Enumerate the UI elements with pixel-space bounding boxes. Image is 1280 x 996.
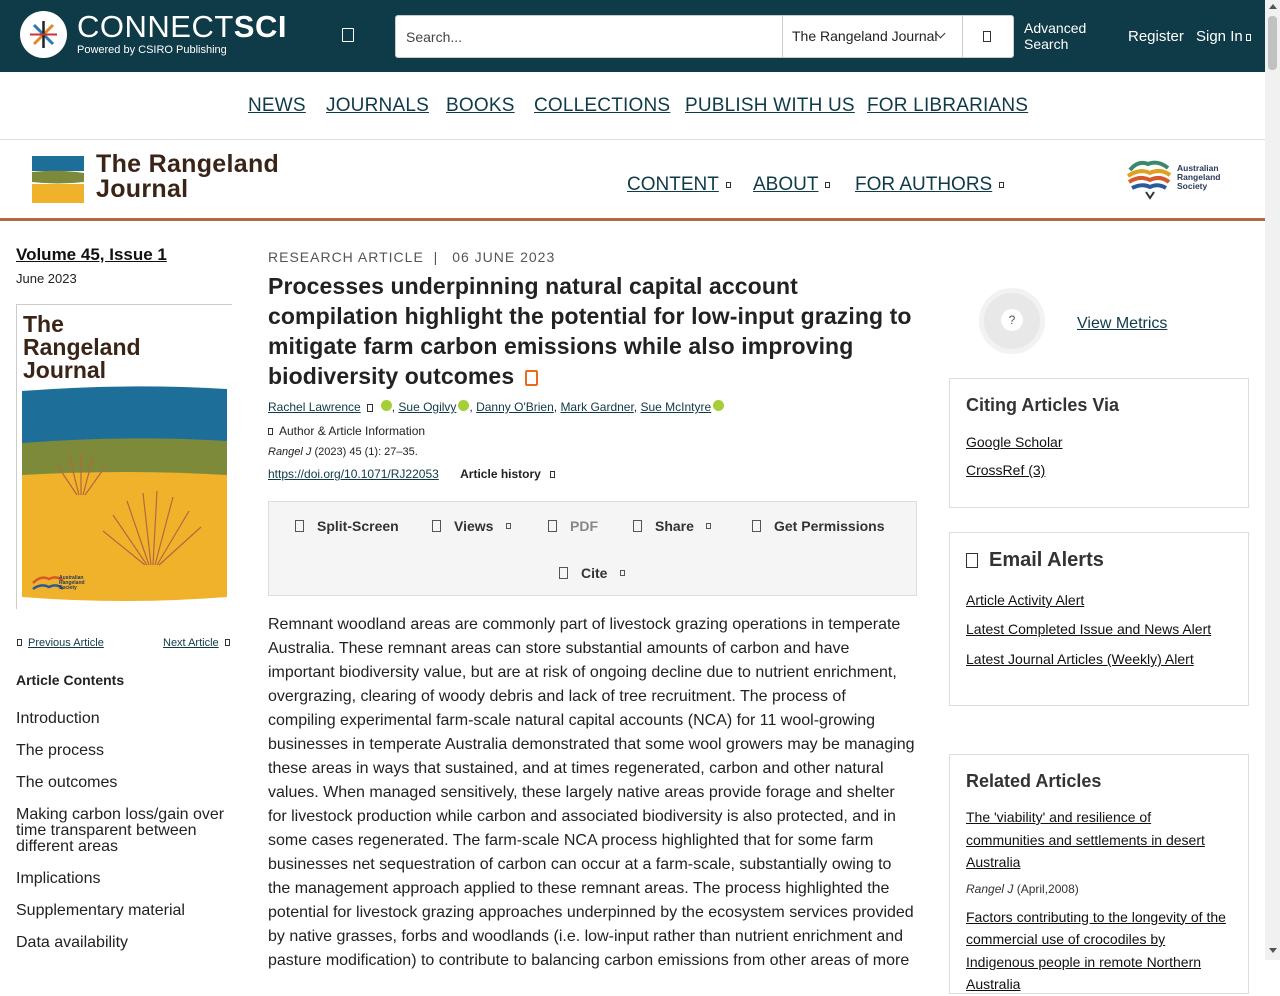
journal-nav-for-authors[interactable] (855, 174, 1004, 196)
contents-item-process[interactable]: The process (16, 742, 105, 759)
chevron-down-icon (620, 570, 625, 576)
society-logo[interactable] (1126, 158, 1236, 200)
next-article-link[interactable]: Next Article (163, 637, 219, 649)
altmetric-donut-icon (979, 288, 1045, 354)
cover-title (23, 313, 141, 382)
views-button[interactable] (454, 518, 493, 534)
eye-icon (432, 520, 441, 532)
article-history-label: Article history (460, 467, 541, 481)
journal-logo-icon[interactable] (32, 156, 84, 203)
related-article-journal: Rangel J (966, 881, 1014, 896)
author-link[interactable]: Mark Gardner (560, 400, 634, 414)
issue-date: June 2023 (16, 271, 77, 286)
share-label: Share (655, 518, 694, 534)
search-input[interactable] (396, 16, 782, 57)
author-info-toggle[interactable] (268, 424, 918, 438)
contents-item-supplementary[interactable]: Supplementary material (16, 902, 185, 919)
author-link[interactable]: Rachel Lawrence (268, 400, 361, 414)
journal-nav-content-label: CONTENT (627, 174, 719, 195)
pdf-icon (548, 520, 557, 532)
latest-issue-alert-link[interactable]: Latest Completed Issue and News Alert (966, 621, 1212, 637)
cover-title-line3: Journal (23, 357, 107, 383)
get-permissions-button[interactable] (774, 518, 885, 534)
permissions-icon (752, 520, 761, 532)
article-meta (268, 249, 918, 265)
connectsci-logo[interactable] (20, 11, 287, 58)
cover-society-line3: Society (59, 585, 77, 591)
search-scope-value: The Rangeland Journal (792, 28, 938, 44)
cover-title-line2: Rangeland (23, 334, 141, 360)
email-alerts-heading-label: Email Alerts (989, 549, 1104, 571)
contents-item-carbon[interactable]: Making carbon loss/gain over time transparent between different areas (16, 806, 225, 855)
view-metrics-link[interactable]: View Metrics (1077, 315, 1168, 332)
search-button[interactable] (962, 16, 1013, 57)
chevron-down-icon (726, 182, 731, 188)
author-link[interactable]: Danny O'Brien (476, 400, 554, 414)
related-article-source (966, 882, 1232, 896)
nav-news[interactable]: NEWS (248, 95, 306, 116)
journal-nav-about[interactable] (753, 174, 830, 196)
cover-title-line1: The (23, 311, 64, 337)
chevron-down-icon (999, 182, 1004, 188)
issue-cover[interactable] (16, 304, 232, 609)
crossref-link[interactable]: CrossRef (3) (966, 462, 1046, 478)
menu-icon[interactable] (342, 28, 354, 42)
sign-in-label: Sign In (1196, 28, 1243, 45)
article-history-toggle[interactable] (460, 467, 555, 481)
scroll-down-arrow-icon[interactable] (1269, 948, 1277, 953)
author-link[interactable]: Sue Ogilvy (398, 400, 457, 414)
society-name-line2: Rangeland (1177, 172, 1221, 182)
orcid-icon[interactable] (458, 400, 469, 411)
search-scope-select[interactable] (782, 16, 962, 57)
advanced-search-link[interactable]: Advanced Search (1024, 20, 1087, 52)
main-nav (0, 72, 1265, 140)
citing-articles-panel (949, 378, 1249, 508)
journal-title[interactable] (96, 152, 279, 202)
cite-button[interactable] (581, 565, 607, 581)
open-access-icon (525, 370, 538, 386)
email-icon[interactable] (367, 404, 373, 412)
nav-books[interactable]: BOOKS (446, 95, 515, 116)
contents-item-introduction[interactable]: Introduction (16, 710, 100, 727)
split-screen-label: Split-Screen (317, 518, 399, 534)
doi-row (268, 467, 918, 481)
expand-icon (268, 428, 273, 435)
chevron-down-icon (506, 523, 511, 529)
meta-separator: | (433, 249, 439, 265)
contents-item-data-availability[interactable]: Data availability (16, 934, 129, 951)
article-title-text: Processes underpinning natural capital account compilation highlight the potential for low-input grazing to mitigate farm carbon emissions while also improving biodiversity outcomes (268, 273, 912, 389)
chevron-right-icon (225, 639, 230, 646)
article-title (268, 271, 918, 391)
journal-title-line2: Journal (96, 175, 189, 203)
author-list: Rachel Lawrence , Sue Ogilvy , Danny O'Brien, Mark Gardner, Sue McIntyre (268, 400, 918, 414)
cover-society-line1: Australian (59, 575, 84, 581)
pdf-label: PDF (570, 518, 598, 534)
citation-line (268, 446, 918, 458)
previous-article-link[interactable]: Previous Article (28, 637, 104, 649)
get-permissions-label: Get Permissions (774, 518, 885, 534)
email-alerts-heading (966, 549, 1232, 572)
cover-society-label (59, 576, 85, 591)
quote-icon (559, 567, 568, 579)
journal-nav-content[interactable] (627, 174, 731, 196)
chevron-down-icon (706, 523, 711, 529)
citation-details: (2023) 45 (1): 27–35. (311, 446, 418, 458)
search-bar (395, 15, 1014, 58)
share-icon (633, 520, 642, 532)
journal-title-line1: The Rangeland (96, 150, 280, 178)
society-name-line1: Australian (1177, 163, 1219, 173)
logo-tagline: Powered by CSIRO Publishing (77, 44, 227, 56)
user-icon (1246, 34, 1251, 41)
views-label: Views (454, 518, 494, 534)
orcid-icon[interactable] (381, 400, 392, 411)
google-scholar-link[interactable]: Google Scholar (966, 434, 1063, 450)
article-activity-alert-link[interactable]: Article Activity Alert (966, 592, 1085, 608)
search-icon (983, 31, 991, 42)
related-articles-heading: Related Articles (966, 771, 1102, 791)
connectsci-logo-icon (20, 11, 67, 58)
society-name-line3: Society (1177, 181, 1208, 191)
article-contents (16, 711, 232, 967)
contents-item-implications[interactable]: Implications (16, 870, 101, 887)
article-main (268, 245, 918, 969)
logo-wordmark: CONNECTSCI (77, 9, 287, 44)
issue-sidebar (16, 245, 232, 951)
envelope-icon (966, 553, 978, 568)
scrollbar[interactable] (1265, 0, 1280, 960)
sign-in-link[interactable] (1196, 28, 1251, 45)
nav-publish-with-us[interactable]: PUBLISH WITH US (685, 95, 855, 116)
article-contents-heading: Article Contents (16, 672, 125, 688)
chevron-down-icon (825, 182, 830, 188)
site-header (0, 0, 1265, 72)
register-link[interactable]: Register (1128, 28, 1184, 45)
nav-for-librarians[interactable]: FOR LIBRARIANS (867, 95, 1029, 116)
issue-link[interactable]: Volume 45, Issue 1 (16, 245, 167, 264)
scroll-up-arrow-icon[interactable] (1269, 4, 1277, 9)
email-alerts-panel (949, 532, 1249, 706)
split-screen-icon (295, 520, 304, 532)
contents-item-outcomes[interactable]: The outcomes (16, 774, 118, 791)
split-screen-button[interactable] (317, 518, 399, 534)
nav-collections[interactable]: COLLECTIONS (534, 95, 671, 116)
related-article-link[interactable]: The 'viability' and resilience of communities and settlements in desert Australia (966, 809, 1205, 870)
author-info-label: Author & Article Information (279, 424, 426, 438)
weekly-articles-alert-link[interactable]: Latest Journal Articles (Weekly) Alert (966, 651, 1194, 667)
related-article-date: (April,2008) (1013, 881, 1079, 896)
nav-journals[interactable]: JOURNALS (326, 95, 429, 116)
cover-society-line2: Rangeland (59, 580, 85, 586)
society-logo-icon (1126, 158, 1172, 200)
share-button[interactable] (655, 518, 694, 534)
related-articles-panel (949, 754, 1249, 994)
journal-header (0, 140, 1265, 221)
chevron-left-icon (17, 639, 22, 646)
citing-articles-heading: Citing Articles Via (966, 395, 1120, 415)
article-toolbar (268, 501, 917, 596)
journal-nav-for-authors-label: FOR AUTHORS (855, 174, 993, 195)
orcid-icon[interactable] (713, 400, 724, 411)
journal-nav-about-label: ABOUT (753, 174, 819, 195)
pdf-button[interactable] (570, 518, 598, 534)
altmetric-score: ? (1001, 309, 1023, 331)
article-date: 06 JUNE 2023 (452, 249, 556, 265)
author-link[interactable]: Sue McIntyre (640, 400, 712, 414)
related-article-link[interactable]: Factors contributing to the longevity of the commercial use of crocodiles by Indigenous people in remote Northern Australia (966, 908, 1226, 992)
cite-label: Cite (581, 565, 608, 581)
scroll-thumb[interactable] (1268, 16, 1277, 70)
citation-journal: Rangel J (268, 446, 312, 458)
doi-link[interactable]: https://doi.org/10.1071/RJ22053 (268, 467, 439, 481)
article-type: RESEARCH ARTICLE (268, 249, 424, 265)
abstract-text: Remnant woodland areas are commonly part of livestock grazing operations in temperate Australia. These remnant areas can store substantial amounts of carbon and have important biodiversity value, but are at risk of ongoing decline due to nutrient enrichment, overgrazing, clearing of woody debris and lack of tree recruitment. The process of compiling experimental farm-scale natural capital accounts (NCA) for 11 wool-growing businesses in temperate Australia demonstrated that some wool growers may be managing these areas in ways that sustained, and at times regenerated, carbon and other natural values. When managed sensitively, these largely native areas provide forage and shelter for livestock production while carbon and associated biodiversity is also protected, and in some cases regenerated. The farm-scale NCA process highlighted that for some farm businesses net sequestration of carbon can occur at a farm-scale, substantially owing to the management approach applied to these remnant areas. The process highlighted the potential for livestock grazing approaches underpinned by the ecosystem services provided by native grasses, forbs and woodlands (i.e. low-input rather than nutrient enrichment and pasture modification) to contribute to balancing carbon emissions from other areas of more (268, 616, 915, 969)
chevron-down-icon (550, 471, 555, 478)
